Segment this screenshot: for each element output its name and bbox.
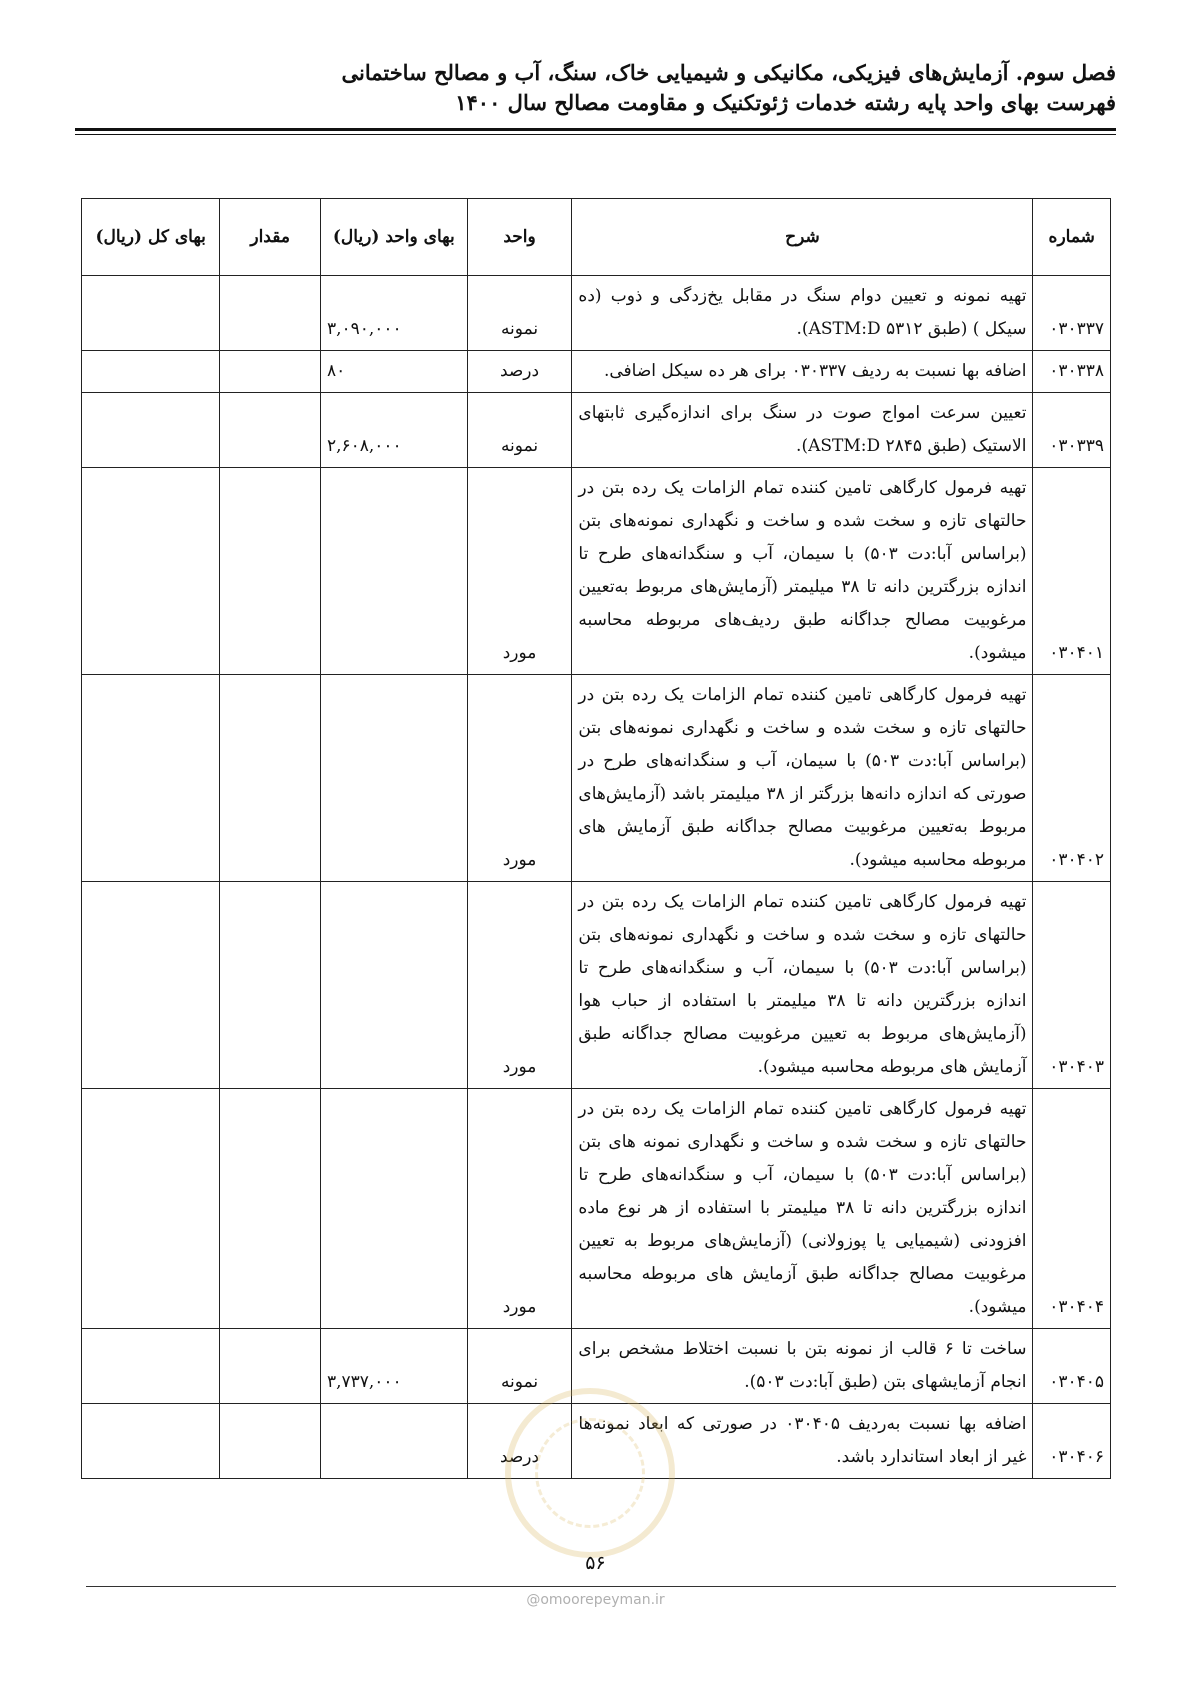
row-code: ۰۳۰۳۳۸ <box>1033 351 1111 393</box>
header-quantity: مقدار <box>220 199 321 276</box>
table-row <box>82 393 1111 468</box>
row-unit-price <box>320 882 467 1089</box>
row-quantity <box>220 468 321 675</box>
row-code: ۰۳۰۴۰۴ <box>1033 1089 1111 1329</box>
row-code: ۰۳۰۴۰۲ <box>1033 675 1111 882</box>
row-unit-price <box>320 1404 467 1479</box>
price-list-title: فهرست بهای واحد پایه رشته خدمات ژئوتکنیک و مقاومت مصالح سال ۱۴۰۰ <box>455 90 1116 115</box>
row-quantity <box>220 882 321 1089</box>
row-quantity <box>220 351 321 393</box>
row-code: ۰۳۰۴۰۶ <box>1033 1404 1111 1479</box>
watermark-seal-inner <box>535 1418 645 1528</box>
header-unit: واحد <box>467 199 572 276</box>
row-unit: نمونه <box>467 1329 572 1404</box>
row-unit: مورد <box>467 468 572 675</box>
row-description: اضافه بها نسبت به‌ردیف ۰۳۰۴۰۵ در صورتی که ابعاد نمونه‌ها غیر از ابعاد استاندارد باشد. <box>572 1404 1033 1479</box>
row-description: تهیه فرمول کارگاهی تامین کننده تمام الزامات یک رده بتن در حالتهای تازه و سخت شده و ساخت و نگهداری نمونه‌های بتن (براساس آبا:دت ۵۰۳) با سیمان، آب و سنگدانه‌های طرح تا اندازه بزرگترین دانه تا ۳۸ میلیمتر با استفاده از حباب هوا (آزمایش‌های مربوط به تعیین مرغوبیت مصالح جداگانه طبق آزمایش های مربوطه محاسبه میشود). <box>572 882 1033 1089</box>
row-code: ۰۳۰۴۰۳ <box>1033 882 1111 1089</box>
row-quantity <box>220 675 321 882</box>
row-total-price <box>82 468 220 675</box>
row-description: تهیه فرمول کارگاهی تامین کننده تمام الزامات یک رده بتن در حالتهای تازه و سخت شده و ساخت و نگهداری نمونه های بتن (براساس آبا:دت ۵۰۳) با سیمان، آب و سنگدانه‌های طرح تا اندازه بزرگترین دانه تا ۳۸ میلیمتر با استفاده از هر نوع ماده افزودنی (شیمیایی یا پوزولانی) (آزمایش‌های مربوط به تعیین مرغوبیت مصالح جداگانه طبق آزمایش های مربوطه محاسبه میشود). <box>572 1089 1033 1329</box>
row-quantity <box>220 1089 321 1329</box>
page-number: ۵۶ <box>585 1552 606 1574</box>
table-row <box>82 276 1111 351</box>
table-header-row <box>82 199 1111 276</box>
row-total-price <box>82 1404 220 1479</box>
header-unit-price: بهای واحد (ریال) <box>320 199 467 276</box>
row-quantity <box>220 276 321 351</box>
table-row <box>82 1089 1111 1329</box>
row-unit-price: ۳,۰۹۰,۰۰۰ <box>320 276 467 351</box>
row-unit: نمونه <box>467 276 572 351</box>
row-unit-price <box>320 1089 467 1329</box>
footer-rule <box>86 1586 1116 1587</box>
row-unit: مورد <box>467 882 572 1089</box>
header-code: شماره <box>1033 199 1111 276</box>
row-total-price <box>82 393 220 468</box>
table-row <box>82 882 1111 1089</box>
row-unit-price <box>320 468 467 675</box>
row-description: تهیه فرمول کارگاهی تامین کننده تمام الزامات یک رده بتن در حالتهای تازه و سخت شده و ساخت و نگهداری نمونه‌های بتن (براساس آبا:دت ۵۰۳) با سیمان، آب و سنگدانه‌های طرح تا اندازه بزرگترین دانه تا ۳۸ میلیمتر (آزمایش‌های مربوط به‌تعیین مرغوبیت مصالح جداگانه طبق ردیف‌های مربوطه محاسبه میشود). <box>572 468 1033 675</box>
row-total-price <box>82 351 220 393</box>
row-unit: مورد <box>467 675 572 882</box>
row-unit: مورد <box>467 1089 572 1329</box>
row-total-price <box>82 1089 220 1329</box>
row-unit-price: ۳,۷۳۷,۰۰۰ <box>320 1329 467 1404</box>
row-quantity <box>220 1404 321 1479</box>
header-description: شرح <box>572 199 1033 276</box>
row-description: تعیین سرعت امواج صوت در سنگ برای اندازه‌گیری ثابتهای الاستیک (طبق ASTM:D ۲۸۴۵). <box>572 393 1033 468</box>
row-code: ۰۳۰۴۰۱ <box>1033 468 1111 675</box>
row-quantity <box>220 393 321 468</box>
header-rule-thin <box>75 134 1116 135</box>
row-unit-price: ۲,۶۰۸,۰۰۰ <box>320 393 467 468</box>
row-unit: درصد <box>467 351 572 393</box>
row-quantity <box>220 1329 321 1404</box>
chapter-title: فصل سوم. آزمایش‌های فیزیکی، مکانیکی و شیمیایی خاک، سنگ، آب و مصالح ساختمانی <box>341 60 1116 85</box>
row-code: ۰۳۰۳۳۷ <box>1033 276 1111 351</box>
row-code: ۰۳۰۴۰۵ <box>1033 1329 1111 1404</box>
row-unit-price: ۸۰ <box>320 351 467 393</box>
row-unit: نمونه <box>467 393 572 468</box>
row-total-price <box>82 1329 220 1404</box>
header-total-price: بهای کل (ریال) <box>82 199 220 276</box>
row-total-price <box>82 675 220 882</box>
page-header <box>75 58 1116 118</box>
row-description: اضافه بها نسبت به ردیف ۰۳۰۳۳۷ برای هر ده سیکل اضافی. <box>572 351 1033 393</box>
row-description: تهیه نمونه و تعیین دوام سنگ در مقابل یخ‌زدگی و ذوب (ده سیکل ) (طبق ASTM:D ۵۳۱۲). <box>572 276 1033 351</box>
table-row <box>82 468 1111 675</box>
row-code: ۰۳۰۳۳۹ <box>1033 393 1111 468</box>
row-description: تهیه فرمول کارگاهی تامین کننده تمام الزامات یک رده بتن در حالتهای تازه و سخت شده و ساخت و نگهداری نمونه‌های بتن (براساس آبا:دت ۵۰۳) با سیمان، آب و سنگدانه‌های طرح در صورتی که اندازه دانه‌ها بزرگتر از ۳۸ میلیمتر باشد (آزمایش‌های مربوط به‌تعیین مرغوبیت مصالح جداگانه طبق آزمایش های مربوطه محاسبه میشود). <box>572 675 1033 882</box>
website-watermark: @omoorepeyman.ir <box>526 1592 665 1608</box>
row-unit-price <box>320 675 467 882</box>
row-unit: درصد <box>467 1404 572 1479</box>
table-row <box>82 351 1111 393</box>
header-rule-thick <box>75 128 1116 131</box>
row-description: ساخت تا ۶ قالب از نمونه بتن با نسبت اختلاط مشخص برای انجام آزمایشهای بتن (طبق آبا:دت ۵۰۳). <box>572 1329 1033 1404</box>
row-total-price <box>82 276 220 351</box>
price-table <box>81 198 1111 1479</box>
row-total-price <box>82 882 220 1089</box>
table-row <box>82 675 1111 882</box>
